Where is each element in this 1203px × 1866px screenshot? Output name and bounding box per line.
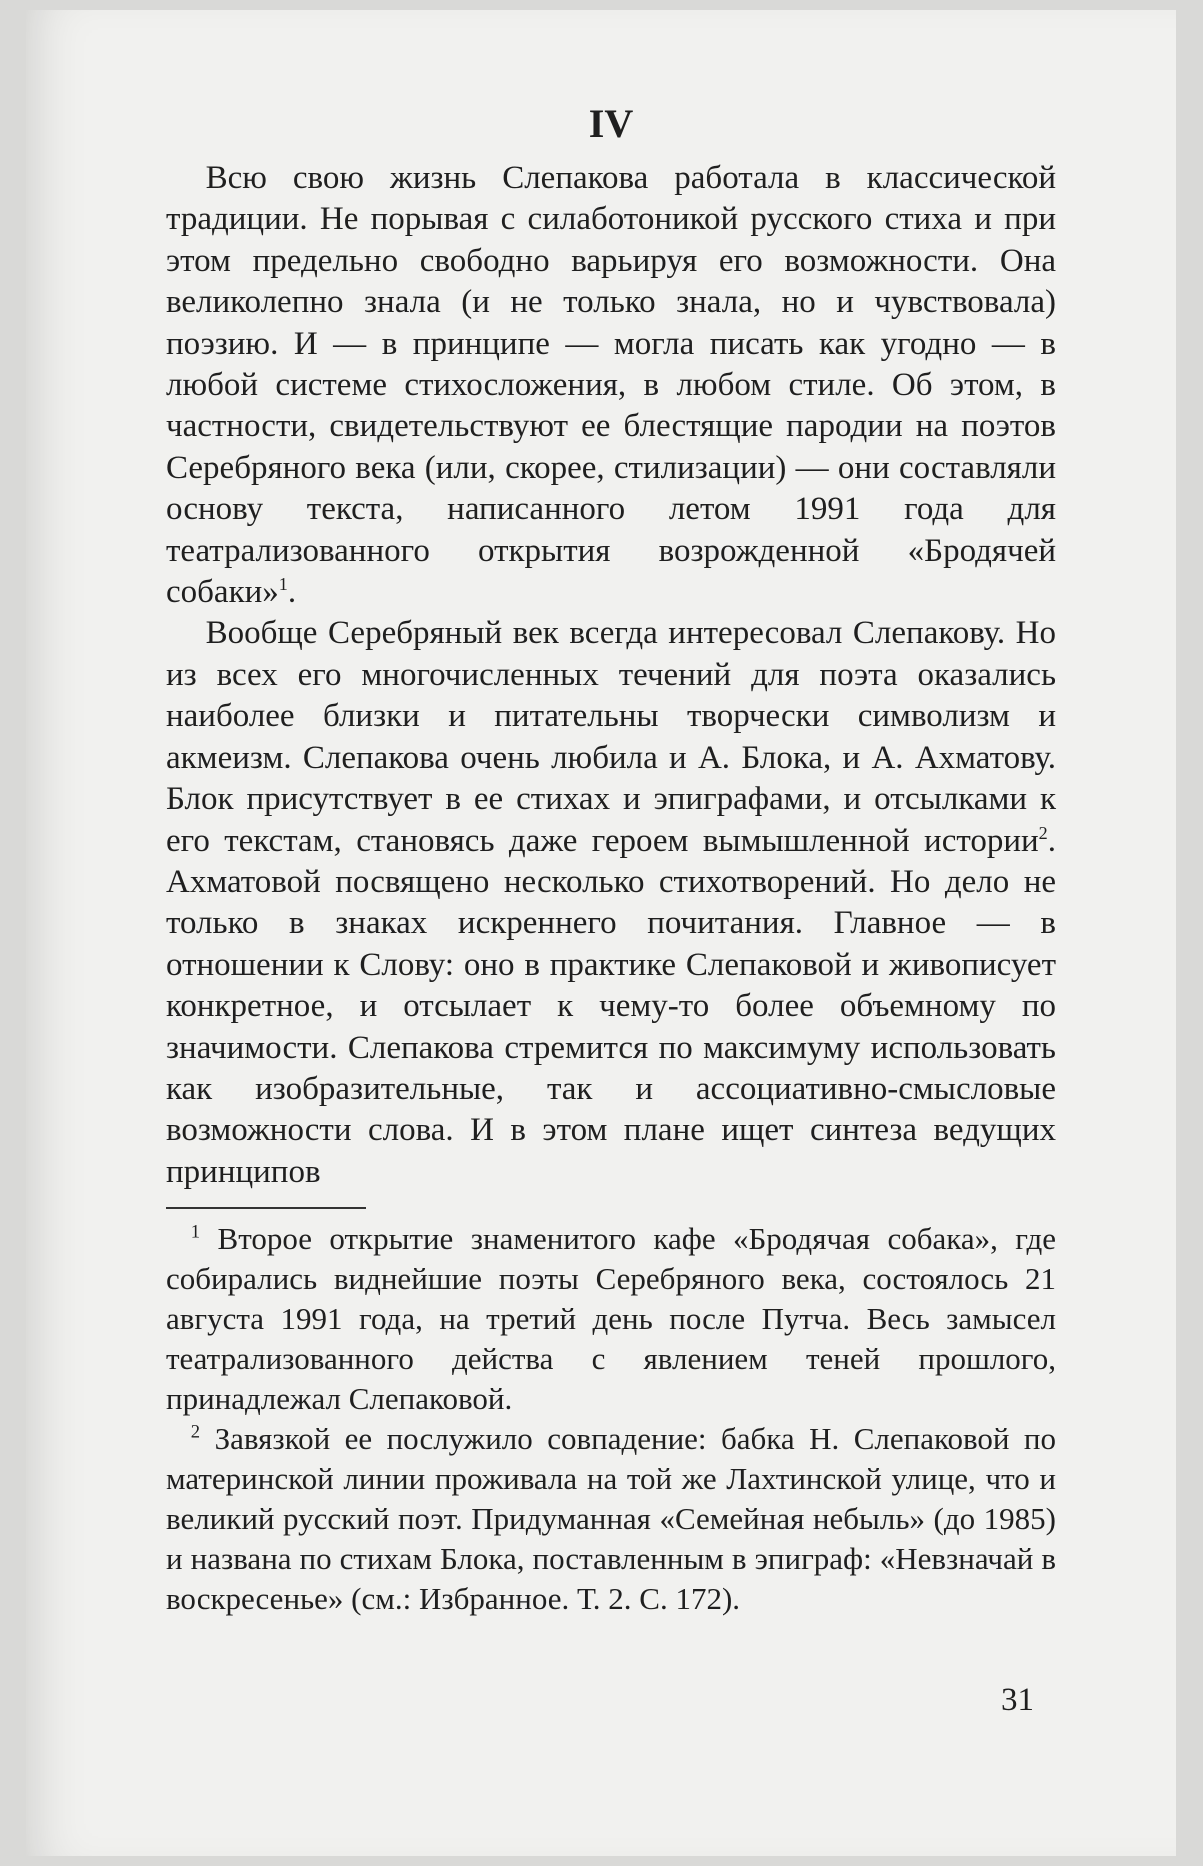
- footnote-ref-2[interactable]: 2: [1038, 822, 1048, 843]
- footnote-1: [166, 1219, 1056, 1419]
- footnote-2-mark: 2: [190, 1421, 201, 1443]
- page-text-block: [166, 102, 1056, 1619]
- section-heading: IV: [588, 101, 634, 146]
- paragraph-2-text: Вообще Серебряный век всегда интересовал Слепакову. Но из всех его многочисленных течений для поэта оказались наиболее близки и питательны творчески символизм и акмеизм. Слепакова очень любила и А. Блока, и А. Ахматову. Блок присутствует в ее стихах и эпиграфами, и отсылками к его текстам, становясь даже героем вымышленной истории: [166, 615, 1056, 859]
- footnote-1-text: Второе открытие знаменитого кафе «Бродячая собака», где собирались виднейшие поэты Серебряного века, состоялось 21 августа 1991 года, на третий день после Путча. Весь замысел театрализованного действа с явлением теней прошлого, принадлежал Слепаковой.: [166, 1221, 1056, 1417]
- footnote-1-mark: 1: [190, 1221, 201, 1243]
- paragraph-1-text: Всю свою жизнь Слепакова работала в классической традиции. Не порывая с силаботоникой русского стиха и при этом предельно свободно варьируя его возможности. Она великолепно знала (и не только знала, но и чувствовала) поэзию. И — в принципе — могла писать как угодно — в любой системе стихосложения, в любом стиле. Об этом, в частности, свидетельствуют ее блестящие пародии на поэтов Серебряного века (или, скорее, стилизации) — они составляли основу текста, написанного летом 1991 года для театрализованного открытия возрожденной «Бродячей собаки»: [166, 160, 1056, 611]
- footnote-2-text: Завязкой ее послужило совпадение: бабка Н. Слепаковой по материнской линии проживала на той же Лахтинской улице, что и великий русский поэт. Придуманная «Семейная небыль» (до 1985) и названа по стихам Блока, поставленным в эпиграф: «Невзначай в воскресенье» (см.: Избранное. Т. 2. С. 172).: [166, 1421, 1057, 1617]
- page-number: 31: [1001, 1682, 1034, 1718]
- paragraph-2-end: . Ахматовой посвящено несколько стихотворений. Но дело не только в знаках искреннего почитания. Главное — в отношении к Слову: оно в практике Слепаковой и живописует конкретное, и отсылает к чему-то более объемному по значимости. Слепакова стремится по максимуму использовать как изобразительные, так и ассоциативно-смысловые возможности слова. И в этом плане ищет синтеза ведущих принципов: [166, 822, 1056, 1190]
- paragraph-1: [166, 158, 1056, 613]
- paragraph-2: [166, 613, 1056, 1193]
- footnote-ref-1[interactable]: 1: [278, 574, 288, 595]
- footnote-divider: [166, 1207, 366, 1209]
- paragraph-1-end: .: [287, 574, 297, 611]
- book-page: [26, 10, 1176, 1856]
- footnote-2: [166, 1419, 1056, 1619]
